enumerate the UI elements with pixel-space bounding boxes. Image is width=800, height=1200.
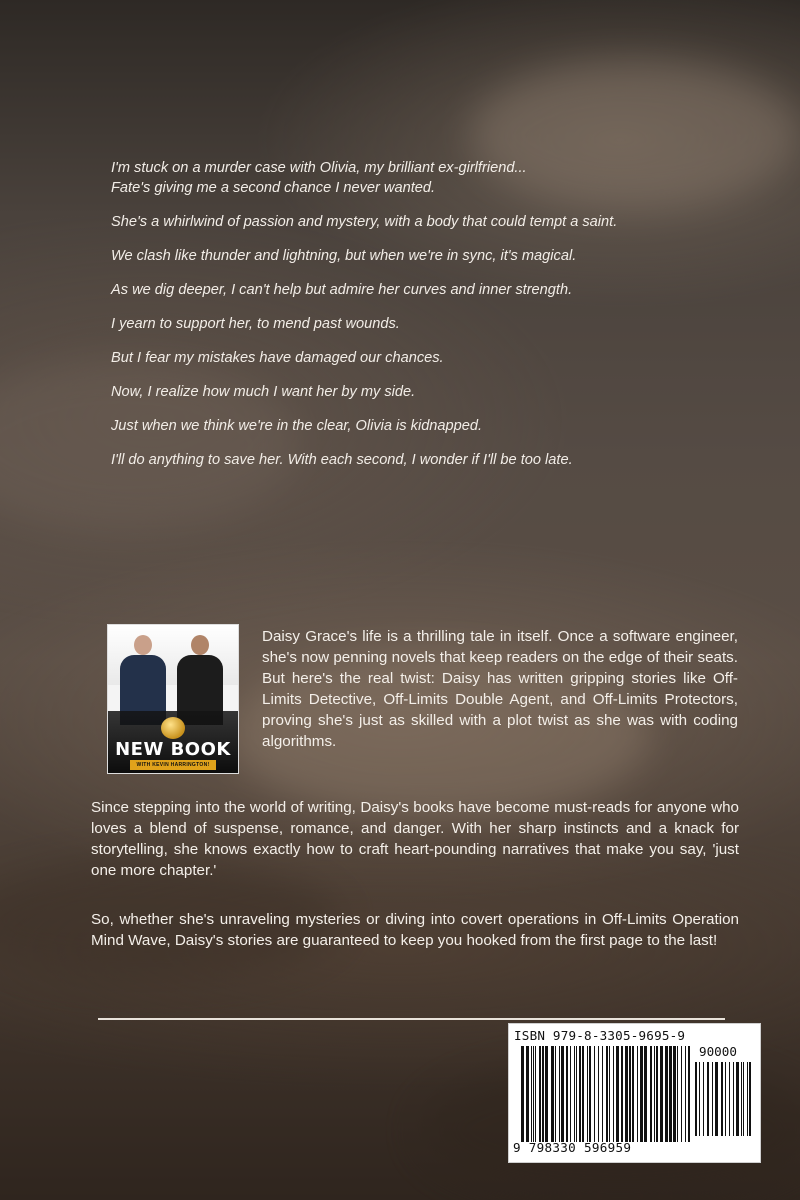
barcode-bar xyxy=(576,1046,577,1142)
barcode-bar xyxy=(539,1046,541,1142)
barcode-bar xyxy=(703,1062,704,1136)
barcode-bar xyxy=(589,1046,591,1142)
barcode-bar xyxy=(660,1046,663,1142)
blurb-paragraph: Now, I realize how much I want her by my side. xyxy=(111,384,416,400)
author-bio-paragraph-1: Daisy Grace's life is a thrilling tale in itself. Once a software engineer, she's now penning novels that keep readers on the edge of their seats. But here's the real twist: Daisy has written gripping stories like Off-Limits Detective, Off-Limits Double Agent, and Off-Limits Protectors, proving she's just as skilled with a plot twist as she was with coding algorithms. xyxy=(262,628,738,750)
barcode-bar xyxy=(721,1062,723,1136)
barcode-bar xyxy=(741,1062,742,1136)
barcode-bar xyxy=(559,1046,560,1142)
barcode-bar xyxy=(637,1046,638,1142)
barcode-bar xyxy=(673,1046,676,1142)
barcode-bar xyxy=(681,1046,682,1142)
barcode-bar xyxy=(551,1046,554,1142)
barcode-bar xyxy=(602,1046,603,1142)
barcode-bar xyxy=(743,1062,744,1136)
barcode-bar xyxy=(555,1046,556,1142)
isbn-barcode xyxy=(508,1023,761,1163)
blurb-paragraph: She's a whirlwind of passion and mystery, with a body that could tempt a saint. xyxy=(111,214,618,230)
barcode-bar xyxy=(650,1046,652,1142)
isbn-label: ISBN 979-8-3305-9695-9 xyxy=(514,1028,686,1043)
barcode-bar xyxy=(707,1062,709,1136)
barcode-bar xyxy=(729,1062,730,1136)
barcode-bar xyxy=(625,1046,628,1142)
barcode-bar xyxy=(535,1046,536,1142)
back-cover-blurb xyxy=(111,158,671,484)
barcode-bar xyxy=(613,1046,614,1142)
barcode-bar xyxy=(621,1046,623,1142)
barcode-bar xyxy=(566,1046,568,1142)
new-book-headline: NEW BOOK xyxy=(115,739,231,760)
barcode-bar xyxy=(629,1046,631,1142)
barcode-bar xyxy=(587,1046,588,1142)
barcode-bar xyxy=(570,1046,571,1142)
divider-rule xyxy=(98,1018,725,1020)
blurb-paragraph: I yearn to support her, to mend past wounds. xyxy=(111,316,400,332)
barcode-bar xyxy=(574,1046,575,1142)
barcode-bar xyxy=(725,1062,726,1136)
barcode-bar xyxy=(733,1062,734,1136)
barcode-bar xyxy=(699,1062,700,1136)
barcode-bar xyxy=(736,1062,739,1136)
barcode-bar xyxy=(665,1046,668,1142)
blurb-paragraph: I'll do anything to save her. With each second, I wonder if I'll be too late. xyxy=(111,452,573,468)
barcode-bar xyxy=(677,1046,678,1142)
barcode-bar xyxy=(695,1062,697,1136)
barcode-bar xyxy=(685,1046,686,1142)
author-bio-paragraph-3: So, whether she's unraveling mysteries or diving into covert operations in Off-Limits Operation Mind Wave, Daisy's stories are guaranteed to keep you hooked from the first page to the last! xyxy=(91,911,739,949)
barcode-bar xyxy=(616,1046,619,1142)
barcode-addon-bars xyxy=(695,1062,753,1136)
ean-digits: 9 798330 596959 xyxy=(513,1140,632,1155)
barcode-bar xyxy=(632,1046,634,1142)
barcode-bar xyxy=(688,1046,690,1142)
barcode-bar xyxy=(644,1046,647,1142)
barcode-bar xyxy=(561,1046,564,1142)
barcode-bar xyxy=(598,1046,599,1142)
barcode-bar xyxy=(545,1046,548,1142)
barcode-bar xyxy=(526,1046,529,1142)
barcode-bar xyxy=(654,1046,655,1142)
barcode-bar xyxy=(542,1046,544,1142)
barcode-bar xyxy=(640,1046,643,1142)
barcode-bar xyxy=(531,1046,532,1142)
barcode-bar xyxy=(533,1046,534,1142)
blurb-paragraph: As we dig deeper, I can't help but admire her curves and inner strength. xyxy=(111,282,573,298)
barcode-bars xyxy=(521,1046,693,1142)
barcode-bar xyxy=(749,1062,751,1136)
price-code-label: 90000 xyxy=(699,1044,737,1059)
barcode-bar xyxy=(594,1046,595,1142)
barcode-bar xyxy=(606,1046,608,1142)
barcode-bar xyxy=(712,1062,713,1136)
author-bio-paragraph-2: Since stepping into the world of writing, Daisy's books have become must-reads for anyone who loves a blend of suspense, romance, and danger. With her sharp instincts and a knack for storytelling, she knows exactly how to craft heart-pounding narratives that make you say, 'just one more chapter.' xyxy=(91,799,739,879)
barcode-bar xyxy=(747,1062,748,1136)
trophy-icon xyxy=(161,717,185,739)
blurb-paragraph: Just when we think we're in the clear, Olivia is kidnapped. xyxy=(111,418,483,434)
barcode-bar xyxy=(521,1046,524,1142)
blurb-paragraph: But I fear my mistakes have damaged our chances. xyxy=(111,350,444,366)
blurb-paragraph: We clash like thunder and lightning, but when we're in sync, it's magical. xyxy=(111,248,577,264)
barcode-bar xyxy=(609,1046,610,1142)
barcode-bar xyxy=(656,1046,658,1142)
barcode-bar xyxy=(579,1046,581,1142)
barcode-bar xyxy=(582,1046,584,1142)
barcode-bar xyxy=(715,1062,718,1136)
author-photo xyxy=(107,624,239,774)
new-book-subline: WITH KEVIN HARRINGTON! xyxy=(130,760,216,770)
blurb-paragraph: I'm stuck on a murder case with Olivia, my brilliant ex-girlfriend... Fate's giving me a second chance I never wanted. xyxy=(111,160,527,196)
barcode-bar xyxy=(669,1046,672,1142)
